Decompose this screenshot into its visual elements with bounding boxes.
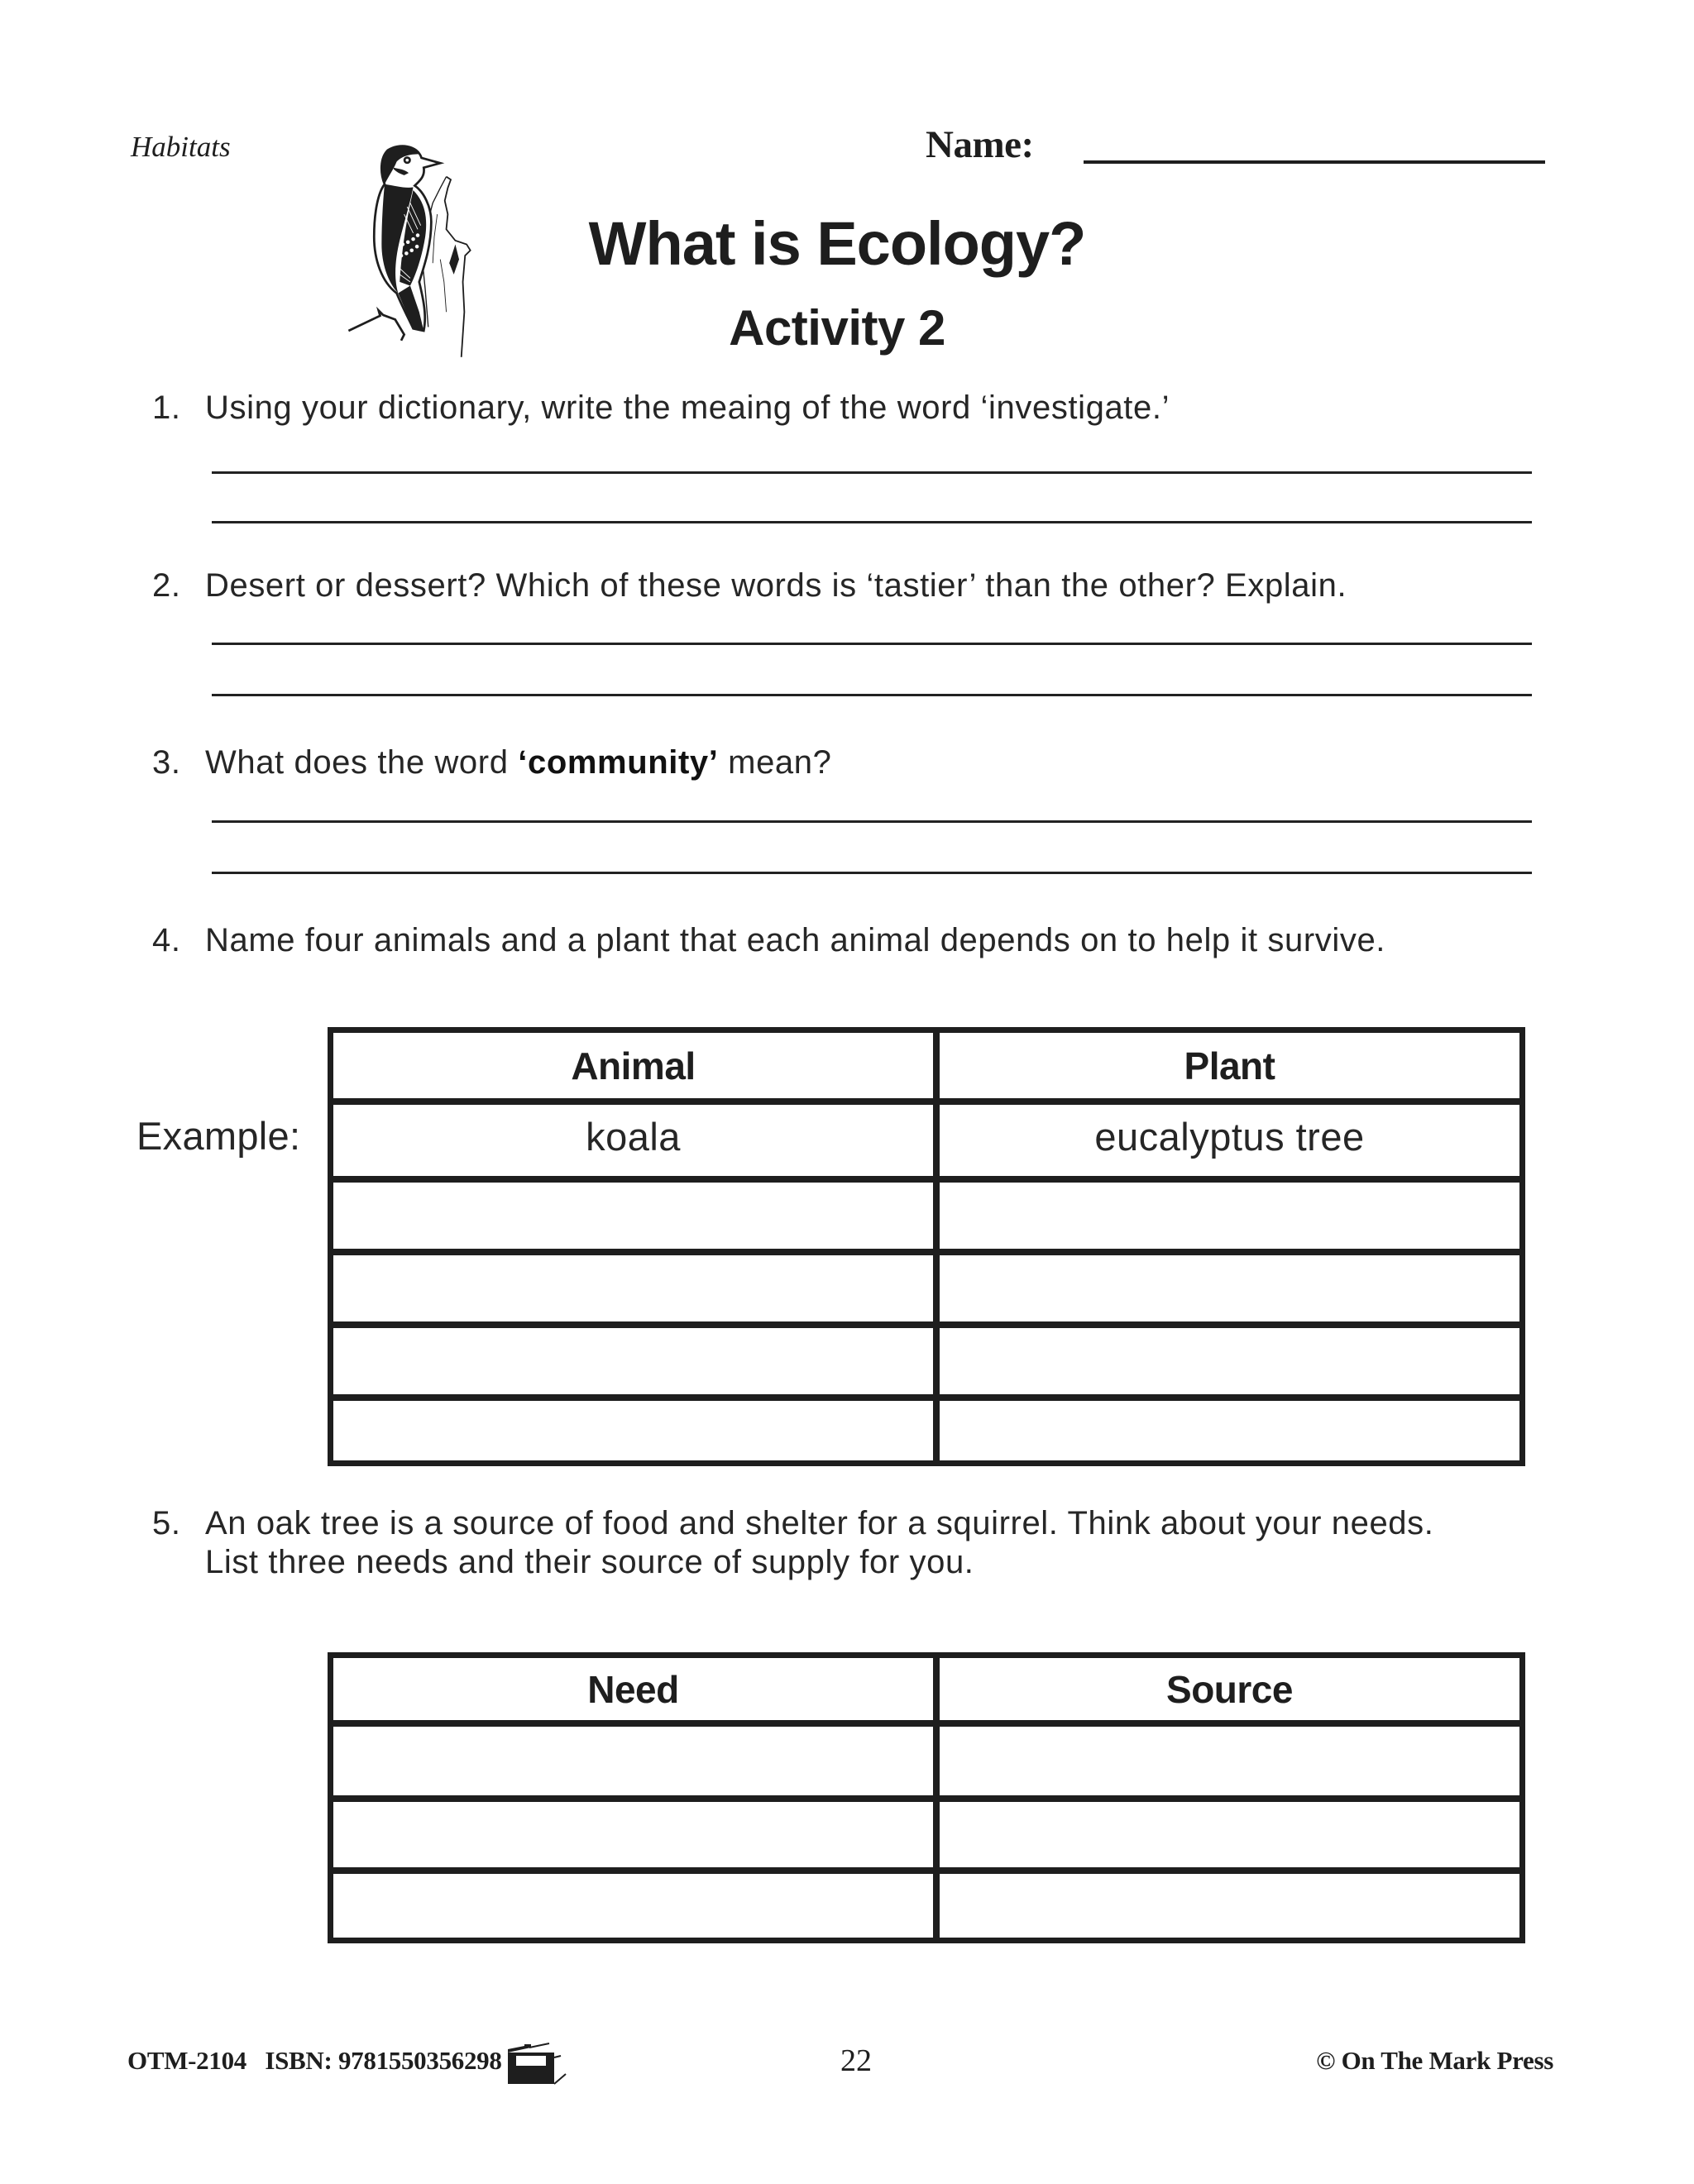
animal-plant-table [328, 1027, 1525, 1466]
page-subtitle: Activity 2 [729, 300, 945, 356]
cell-source-input[interactable] [940, 1802, 1519, 1867]
table-row [333, 1249, 1519, 1321]
question-number: 3. [152, 744, 181, 781]
cell-source-input[interactable] [940, 1727, 1519, 1795]
question-text: Desert or dessert? Which of these words is ‘tastier’ than the other? Explain. [205, 567, 1347, 604]
question-text-line2: List three needs and their source of supply for you. [205, 1544, 974, 1580]
header-source: Source [1166, 1667, 1293, 1711]
cell-plant-input[interactable] [940, 1183, 1519, 1249]
page-number: 22 [840, 2043, 872, 2078]
table-header-row [333, 1658, 1519, 1720]
question-number: 2. [152, 567, 181, 604]
cell-animal-input[interactable] [333, 1183, 933, 1249]
question-text: Using your dictionary, write the meaing of the word ‘investigate.’ [205, 389, 1170, 426]
copyright: © On The Mark Press [1316, 2046, 1553, 2075]
question-text: An oak tree is a source of food and shelter for a squirrel. Think about your needs. [205, 1505, 1434, 1541]
table-row [333, 1795, 1519, 1867]
cell-need-input[interactable] [333, 1727, 933, 1795]
example-label: Example: [136, 1114, 301, 1158]
table-row [333, 1720, 1519, 1795]
cell-animal: koala [586, 1114, 681, 1159]
header-need: Need [587, 1667, 679, 1711]
question-text [205, 744, 831, 781]
name-label: Name: [926, 123, 1034, 166]
series-label: Habitats [131, 131, 231, 163]
answer-line[interactable] [212, 471, 1532, 474]
answer-line[interactable] [212, 694, 1532, 696]
table-header-row [333, 1033, 1519, 1098]
table-row [333, 1321, 1519, 1394]
cell-animal-input[interactable] [333, 1255, 933, 1321]
question-text-after: mean? [718, 744, 832, 781]
question-number: 4. [152, 922, 181, 958]
answer-line[interactable] [212, 521, 1532, 523]
cell-plant-input[interactable] [940, 1401, 1519, 1460]
cell-need-input[interactable] [333, 1874, 933, 1938]
question-number: 5. [152, 1505, 181, 1541]
product-code-isbn: OTM-2104 ISBN: 9781550356298 [127, 2046, 502, 2075]
cell-plant-input[interactable] [940, 1255, 1519, 1321]
photocopy-icon [506, 2043, 597, 2086]
question-number: 1. [152, 389, 181, 426]
header-animal: Animal [571, 1044, 696, 1087]
answer-line[interactable] [212, 872, 1532, 874]
answer-line[interactable] [212, 820, 1532, 823]
table-row [333, 1867, 1519, 1938]
header-plant: Plant [1184, 1044, 1275, 1087]
cell-plant: eucalyptus tree [1094, 1114, 1365, 1159]
question-text-before: What does the word [205, 744, 519, 781]
question-text: Name four animals and a plant that each animal depends on to help it survive. [205, 922, 1386, 958]
table-row [333, 1394, 1519, 1460]
table-row [333, 1176, 1519, 1249]
cell-animal-input[interactable] [333, 1328, 933, 1394]
name-input-line[interactable] [1084, 160, 1545, 164]
woodpecker-illustration [335, 124, 500, 372]
need-source-table [328, 1652, 1525, 1943]
table-row-example [333, 1098, 1519, 1176]
cell-animal-input[interactable] [333, 1401, 933, 1460]
question-keyword: ‘community’ [518, 744, 719, 781]
page-title: What is Ecology? [588, 209, 1086, 278]
cell-plant-input[interactable] [940, 1328, 1519, 1394]
answer-line[interactable] [212, 643, 1532, 645]
cell-need-input[interactable] [333, 1802, 933, 1867]
cell-source-input[interactable] [940, 1874, 1519, 1938]
